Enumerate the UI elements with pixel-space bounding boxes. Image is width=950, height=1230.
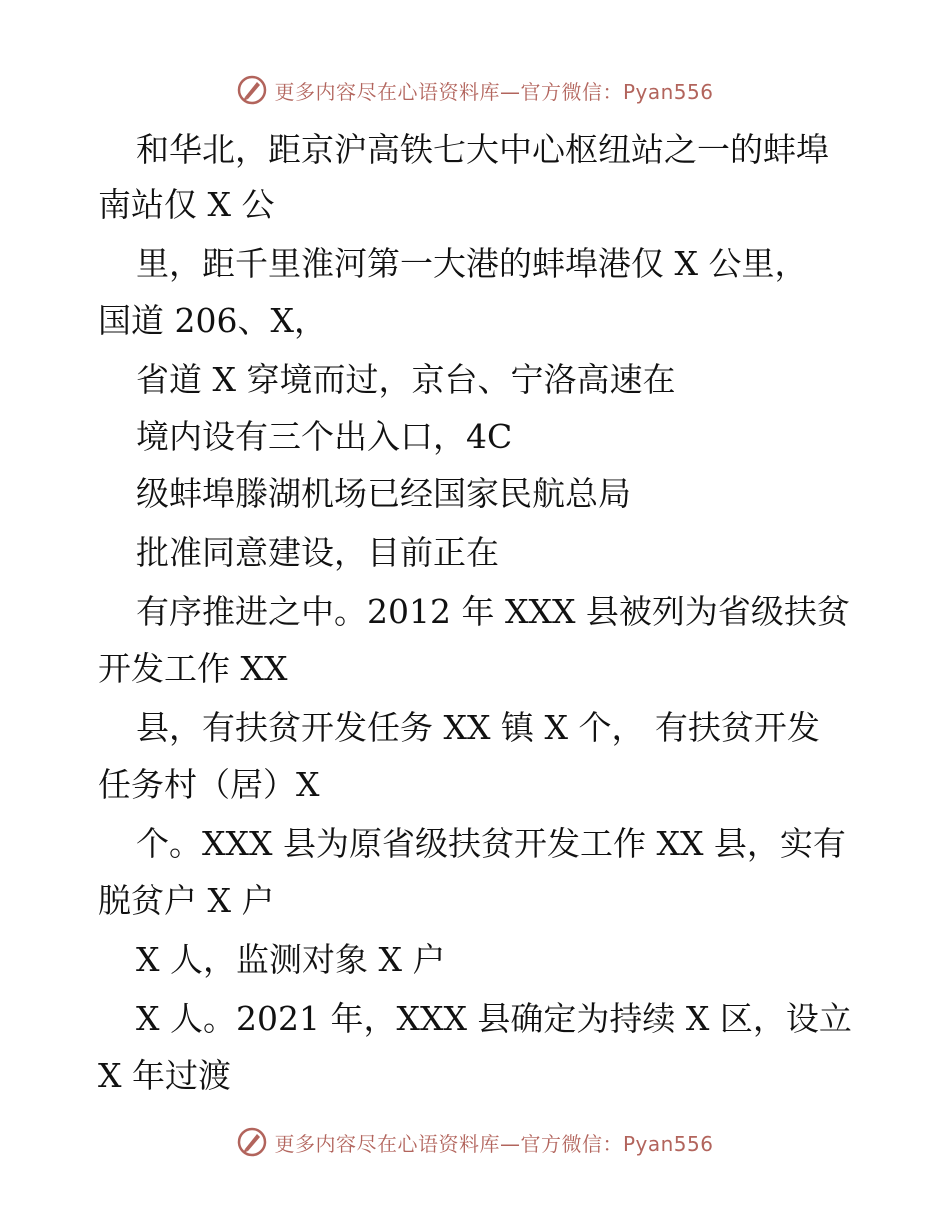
text-line: 境内设有三个出入口，4C <box>136 417 513 456</box>
footer-watermark <box>0 1122 950 1162</box>
header-watermark <box>0 70 950 110</box>
text-line: X 人。2021 年，XXX 县确定为持续 X 区，设立 <box>136 999 852 1038</box>
text-line: 有序推进之中。2012 年 XXX 县被列为省级扶贫 <box>136 592 850 631</box>
text-line: 国道 206、X， <box>98 301 327 340</box>
text-line: 脱贫户 X 户 <box>98 881 275 920</box>
text-line: 里，距千里淮河第一大港的蚌埠港仅 X 公里， <box>136 244 808 283</box>
text-line: 任务村（居）X <box>98 765 320 804</box>
text-line: 个。XXX 县为原省级扶贫开发工作 XX 县，实有 <box>136 824 846 863</box>
text-line: 开发工作 XX <box>98 649 288 688</box>
text-line: 省道 X 穿境而过，京台、宁洛高速在 <box>136 360 676 399</box>
text-line: 南站仅 X 公 <box>98 185 275 224</box>
watermark-text: 更多内容尽在心语资料库—官方微信：Pyan556 <box>274 1131 714 1156</box>
pen-seal-icon <box>236 1126 268 1158</box>
text-line: 县，有扶贫开发任务 XX 镇 X 个， 有扶贫开发 <box>136 708 820 747</box>
text-line: 级蚌埠滕湖机场已经国家民航总局 <box>136 474 631 513</box>
watermark-text: 更多内容尽在心语资料库—官方微信：Pyan556 <box>274 79 714 104</box>
pen-seal-icon <box>236 74 268 106</box>
text-line: 和华北，距京沪高铁七大中心枢纽站之一的蚌埠 <box>136 130 829 169</box>
text-line: 批准同意建设，目前正在 <box>136 533 499 572</box>
text-line: X 年过渡 <box>98 1056 231 1095</box>
text-line: X 人，监测对象 X 户 <box>136 940 446 979</box>
